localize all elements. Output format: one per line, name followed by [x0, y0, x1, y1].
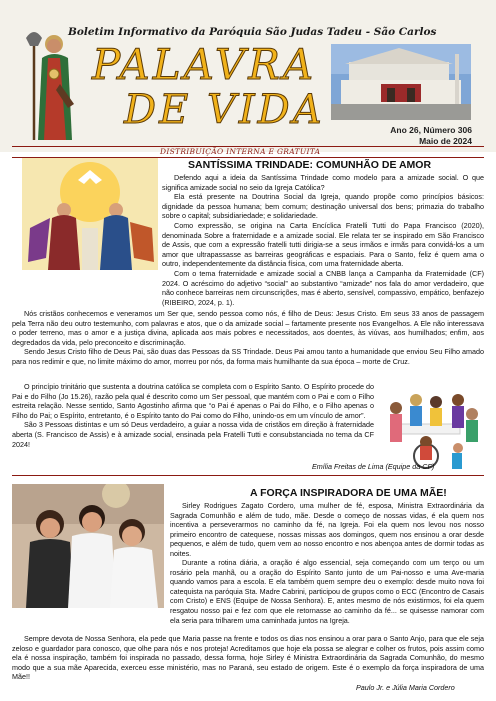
article1-intro-block	[162, 173, 484, 307]
saint-jude-image	[20, 24, 84, 142]
article2-paragraph: Sempre devota de Nossa Senhora, ela pede que Maria passe na frente e todos os dias nos ensinou a orar para o Santo Anjo, para que ele seja zeloso e guardador para conosco, que olhe para nós e nos proteja! Acreditamos que hoje ela possa se alegrar e colher os frutos, pois assim como ela é nossa inspiração, também foi inspirada no passado, dessa forma, hoje Sirley é Ministra Extraordinária da Sagrada Comunhão, do mesmo modo que a sua mãe Aparecida, exerceu esse ministério, mas no Paraná, seu estado de origem. Este é o exemplo da força inspiradora de uma Mãe!!	[12, 634, 484, 682]
bulletin-title: Boletim Informativo da Paróquia São Judas Tadeu - São Carlos	[68, 26, 437, 38]
article1-full-block	[12, 309, 484, 367]
article1-paragraph: Defendo aqui a ideia da Santíssima Trindade como modelo para a amizade social. O que significa amizade social no seio da Igreja Católica?	[162, 173, 484, 192]
article2-paragraph: Durante a rotina diária, a oração é algo essencial, seja começando com um terço ou um rosário pela manhã, ou a oração do Espírito Santo junto de um Pai-nosso e uma Ave-maria quando vamos para a escola. E ela também quem sempre deu o exemplo: desde muito nova foi catequista na paróquia Sta. Madre Cabrini, participou de grupos como o ECC (Encontro de Casais com Cristo) e ENS (Equipe de Nossa Senhora). E, antes mesmo de nós existirmos, foi ela quem resgatou nosso pai e fez com que ele retornasse ao caminho da fé... se quisesse namorar com ela seria para trilharem uma caminhada juntos na Igreja.	[170, 558, 484, 625]
article2-title: A FORÇA INSPIRADORA DE UMA MÃE!	[250, 487, 447, 499]
article1-paragraph: Com o tema fraternidade e amizade social a CNBB lança a Campanha da Fraternidade (CF) 2024. O acréscimo do adjetivo “social” ao substantivo “amizade” nos fala do amor verdadeiro, que não conhece barreiras nem circunscrições, mas é aberto, sensível, compassivo, empático, benfazejo (RIBEIRO, 2024, p. 1).	[162, 268, 484, 307]
mother-children-photo	[12, 484, 164, 608]
article1-paragraph: O princípio trinitário que sustenta a doutrina católica se completa com o Espírito Santo. O Espírito procede do Pai e do Filho (Jo 15.26), razão pela qual é descrito como um Ser pessoal, que mantém com o Pai e com o Filho estreita relação. Nesse sentido, Santo Agostinho afirma que “o Pai é apenas o Pai do Filho, e o Filho apenas o Filho do Pai; o Espírito, entretanto, é o Espírito tanto do Pai como do Filho, unindo-os em um vínculo de amor”.	[12, 382, 374, 420]
article1-paragraph: São 3 Pessoas distintas e um só Deus verdadeiro, a guiar a nossa vida de cristãos em direção à fraternidade aberta (S. Francisco de Assis) e à amizade social, ensinada pela Fratelli Tutti e consubstanciada no tema da CF 2024!	[12, 420, 374, 449]
community-family-image	[380, 378, 486, 474]
issue-number: Ano 26, Número 306	[390, 125, 472, 135]
issue-info	[390, 125, 472, 147]
holy-trinity-image	[22, 158, 158, 270]
article2-signature: Paulo Jr. e Júlia Maria Cordero	[356, 683, 455, 692]
article1-paragraph: Como expressão, se origina na Carta Encíclica Fratelli Tutti do Papa Francisco (2020), denominada Sobre a fraternidade e a amizade social. Ele relata ter se inspirado em São Francisco de Assis, que com a expressão fratelli tutti dirigia-se a seus irmãos e irmãs para convidá-los a um amor que ultrapassasse as barreiras geográficas e espaciais. Para o Santo, feliz é quem ama o outro, independentemente da distância física, com uma fraternidade aberta.	[162, 220, 484, 269]
article2-full-block	[12, 634, 484, 682]
article1-paragraph: Nós cristãos conhecemos e veneramos um Ser que, sendo pessoa como nós, é filho de Deus: Jesus Cristo. Em seus 33 anos de passagem pela Terra não deu outro testemunho, com palavras e atos, que o da amizade social – fartamente presente nos Evangelhos. A Ele não interessava o poder terreno, mas o amor e a justiça divina, aplicada aos mais pobres e necessitados, aos doentes, às viúvas, aos humilhados; enfim, aos degredados da vida, pelo preconceito e discriminação.	[12, 309, 484, 347]
article1-paragraph: Sendo Jesus Cristo filho de Deus Pai, são duas das Pessoas da SS Trindade. Deus Pai amou tanto a humanidade que enviou Seu Filho amado para nos redimir e que, no limite máximo do amor, morreu por nós, da forma mais humilhante da sua época – morte de Cruz.	[12, 347, 484, 366]
church-building-image	[331, 44, 471, 120]
article1-paragraph: Ela está presente na Doutrina Social da Igreja, quando propõe como princípios básicos: dignidade da pessoa humana; bem comum; destinação universal dos bens; primazia do trabalho sobre o capital; subsidiariedade; e solidariedade.	[162, 192, 484, 221]
newspaper-title-line2: DE VIDA	[124, 87, 325, 133]
article2-paragraph: Sirley Rodrigues Zagato Cordero, uma mulher de fé, esposa, Ministra Extraordinária da Sagrada Comunhão e além de tudo, mãe. Desde o começo de nossas vidas, é ela quem nos incentiva a perseverarmos no caminho da fé, na Igreja. Foi ela quem nos levou nos nosso primeiro encontro de catequese, nossas missas aos domingos, quem nos ensinou a orar desde pequenos, e além de tudo, quem vem ao nosso encontro e nos abençoa antes de dormir todas as noites.	[170, 501, 484, 558]
newspaper-title-line1: PALAVRA	[92, 40, 317, 89]
distribution-note: DISTRIBUIÇÃO INTERNA E GRATUITA	[160, 147, 321, 156]
article-divider	[12, 475, 484, 476]
article1-signature: Emília Freitas de Lima (Equipe da CF)	[312, 462, 435, 471]
issue-date: Maio de 2024	[419, 136, 472, 146]
article1-side-block	[12, 382, 374, 449]
article2-side-block	[170, 501, 484, 559]
article1-title: SANTÍSSIMA TRINDADE: COMUNHÃO DE AMOR	[188, 159, 432, 171]
article2-side-block-2	[170, 558, 484, 625]
